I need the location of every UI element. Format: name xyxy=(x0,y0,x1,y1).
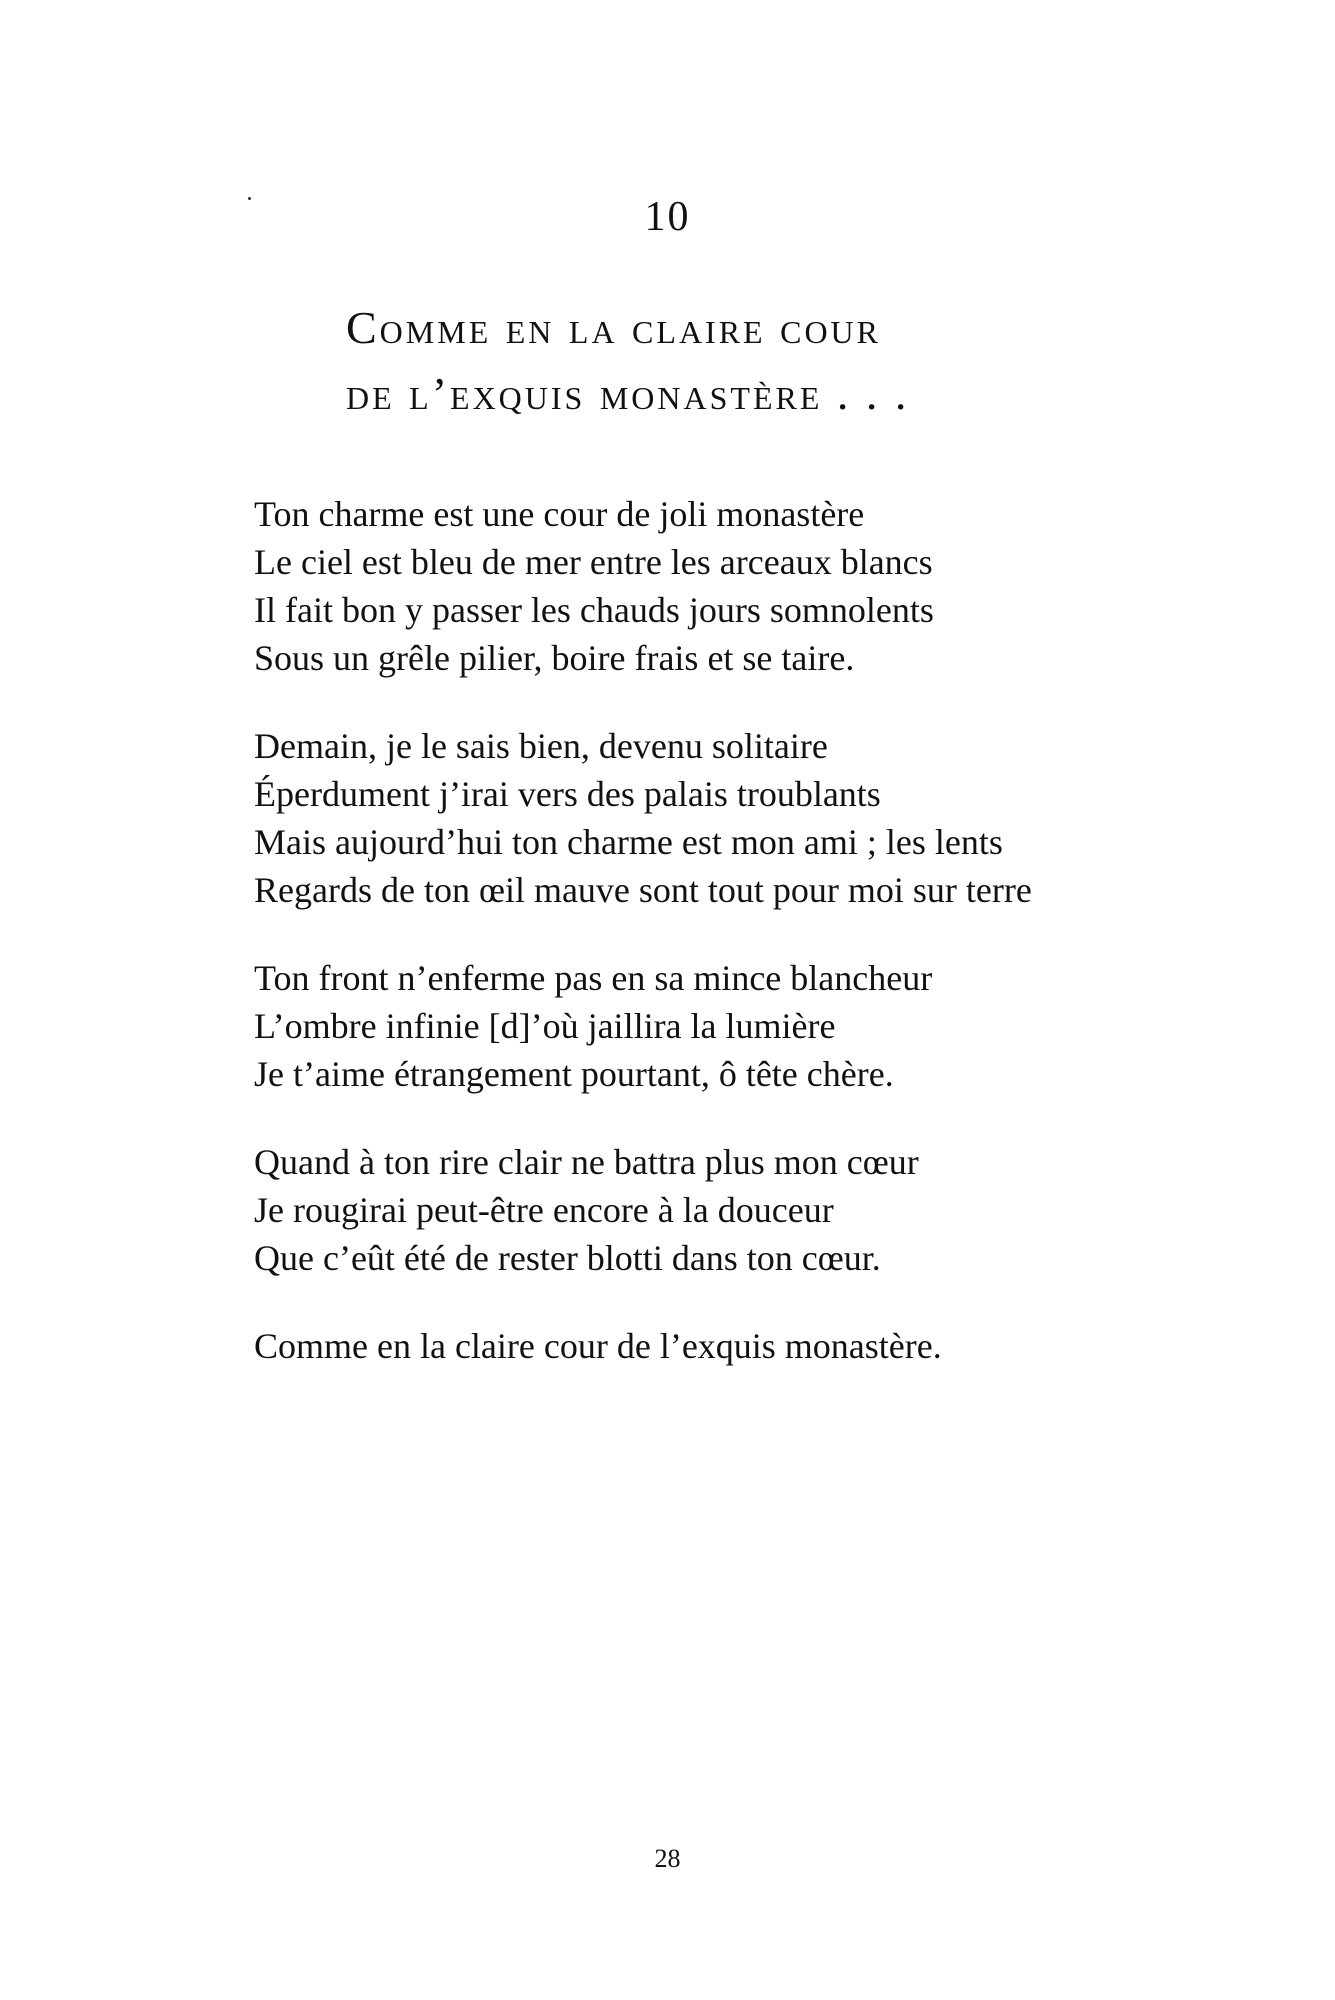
verse-line: Éperdument j’irai vers des palais troublants xyxy=(254,774,881,814)
poem-number: 10 xyxy=(644,194,691,240)
poem-title-line: de l’exquis monastère . . . xyxy=(346,368,910,419)
verse-line: Sous un grêle pilier, boire frais et se taire. xyxy=(254,638,855,678)
verse-line: Quand à ton rire clair ne battra plus mon cœur xyxy=(254,1142,919,1182)
stanza xyxy=(254,490,1294,682)
verse-line: Ton front n’enferme pas en sa mince blancheur xyxy=(254,958,933,998)
verse-line: Le ciel est bleu de mer entre les arceaux blancs xyxy=(254,542,933,582)
poem-title-line: Comme en la claire cour xyxy=(346,302,882,353)
stanza xyxy=(254,1322,1294,1370)
verse-line: Que c’eût été de rester blotti dans ton cœur. xyxy=(254,1238,881,1278)
verse-line: Regards de ton œil mauve sont tout pour moi sur terre xyxy=(254,870,1032,910)
stanza xyxy=(254,1138,1294,1282)
verse-line: L’ombre infinie [d]’où jaillira la lumière xyxy=(254,1006,836,1046)
verse-line: Je rougirai peut-être encore à la douceur xyxy=(254,1190,834,1230)
verse-line: Je t’aime étrangement pourtant, ô tête chère. xyxy=(254,1054,894,1094)
poem-title xyxy=(346,295,1146,427)
verse-line: Mais aujourd’hui ton charme est mon ami ; les lents xyxy=(254,822,1003,862)
verse-line: Comme en la claire cour de l’exquis monastère. xyxy=(254,1326,942,1366)
verse-line: Il fait bon y passer les chauds jours somnolents xyxy=(254,590,934,630)
stanza xyxy=(254,722,1294,914)
verse-line: Ton charme est une cour de joli monastère xyxy=(254,494,865,534)
poem-body xyxy=(254,490,1294,1410)
page-number: 28 xyxy=(654,1844,681,1873)
stanza xyxy=(254,954,1294,1098)
verse-line: Demain, je le sais bien, devenu solitaire xyxy=(254,726,828,766)
